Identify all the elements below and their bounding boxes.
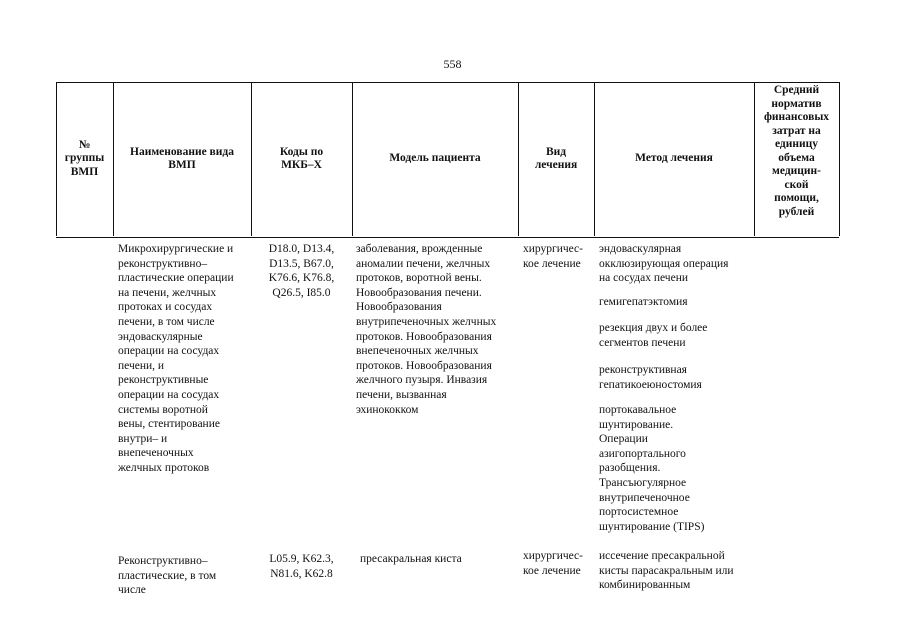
patient-model: пресакральная киста <box>360 553 462 565</box>
header-vmp-name: Наименование вида ВМП <box>130 145 234 171</box>
treatment-method: резекция двух и более сегментов печени <box>599 322 708 349</box>
vmp-name: Реконструктивно– пластические, в том числе <box>118 555 217 597</box>
header-patient-model: Модель пациента <box>389 152 481 165</box>
treatment-method: иссечение пресакральной кисты парасакральным или комбинированным <box>599 550 734 592</box>
header-icd-codes: Коды по МКБ–Х <box>279 145 324 171</box>
treatment-method: реконструктивная гепатикоеюностомия <box>599 364 702 391</box>
treatment-type: хирургичес- кое лечение <box>523 243 583 270</box>
treatment-method: гемигепатэктомия <box>599 296 688 308</box>
header-divider <box>839 82 840 236</box>
icd-codes: D18.0, D13.4, D13.5, B67.0, K76.6, K76.8, Q26.5, I85.0 <box>268 243 335 299</box>
header-group-number: № группы ВМП <box>64 138 105 178</box>
patient-model: заболевания, врожденные аномалии печени, желчных протоков, воротной вены. Новообразования печени. Новообразования внутрипеченочных желчных протоков. Новообразования внепеченочных желчных протоков. Новообразования желчного пузыря. Инвазия печени, вызванная эхинококком <box>356 243 497 416</box>
header-treatment-type: Вид лечения <box>534 145 578 171</box>
treatment-type: хирургичес- кое лечение <box>523 550 583 577</box>
header-cost-standard: Средний норматив финансовых затрат на единицу объема медицин- ской помощи, рублей <box>763 84 830 218</box>
page-number: 558 <box>443 57 462 71</box>
treatment-method: эндоваскулярная окклюзирующая операция на сосудах печени <box>599 243 729 285</box>
vmp-name: Микрохирургические и реконструктивно– пластические операции на печени, желчных протоках и сосудах печени, в том числе эндоваскулярные операции на сосудах печени, и реконструктивные операции на сосудах системы воротной вены, стентирование внутри– и внепеченочных желчных протоков <box>118 243 234 474</box>
header-treatment-method: Метод лечения <box>635 152 713 165</box>
treatment-method: портокавальное шунтирование. Операции азигопортального разобщения. Трансъюгулярное внутрипеченочное портосистемное шунтирование (TIPS) <box>599 404 705 533</box>
icd-codes: L05.9, K62.3, N81.6, K62.8 <box>269 553 334 580</box>
